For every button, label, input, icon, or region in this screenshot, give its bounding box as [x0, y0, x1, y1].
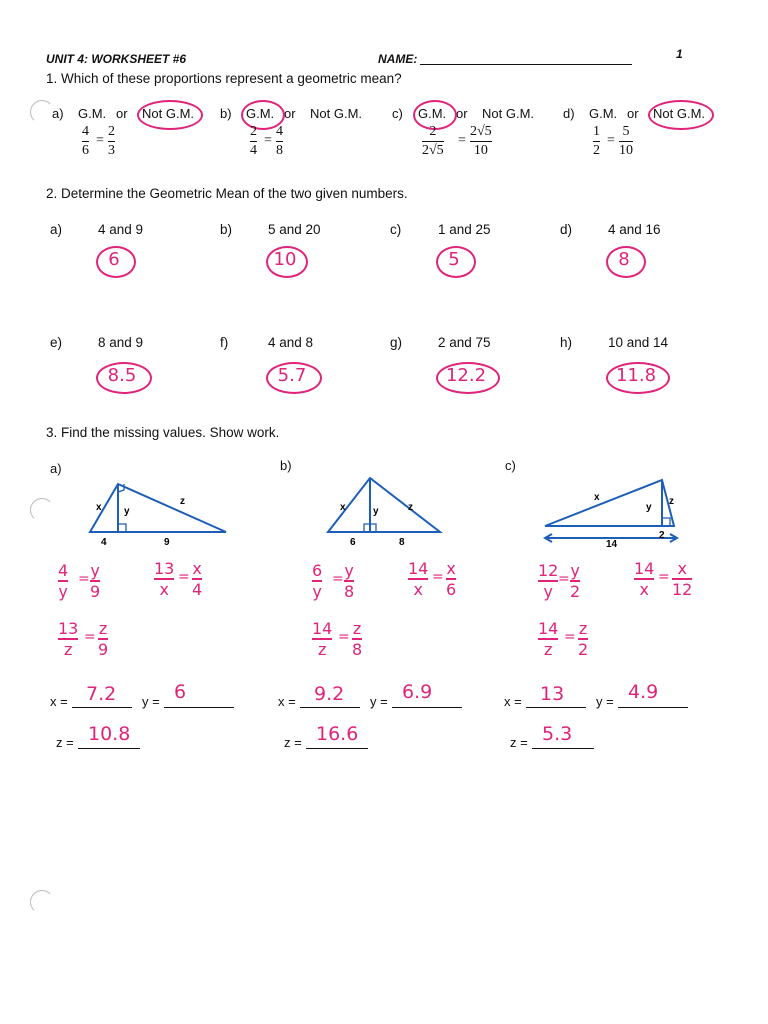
- fraction-bar: [250, 141, 257, 142]
- x-answer-field[interactable]: [300, 707, 360, 708]
- x-label: x =: [504, 694, 522, 709]
- q1-not-gm-option[interactable]: Not G.M.: [310, 106, 363, 121]
- q2-answer: 8: [618, 249, 630, 270]
- q1-numerator: 4: [276, 124, 283, 139]
- triangle-a: [90, 484, 226, 532]
- q1-denominator: 10: [473, 143, 488, 158]
- work-equals: =: [432, 569, 444, 585]
- q2-number-pair: 2 and 75: [438, 335, 491, 350]
- q1-not-gm-option[interactable]: Not G.M.: [653, 106, 706, 121]
- work-denominator: z: [317, 640, 327, 659]
- work-denominator: x: [159, 580, 169, 599]
- q2-letter: g): [390, 335, 403, 350]
- q1-fraction: [593, 124, 600, 159]
- work-denominator: 8: [344, 582, 355, 601]
- work-equals: =: [78, 571, 90, 587]
- q1-letter: c): [392, 106, 403, 121]
- q1-denominator: 2: [593, 143, 600, 158]
- q2-number-pair: 1 and 25: [438, 222, 491, 237]
- work-frac: [538, 620, 558, 658]
- q2-prompt: 2. Determine the Geometric Mean of the two given numbers.: [46, 186, 408, 201]
- work-frac: [154, 560, 174, 598]
- q1-fraction: [422, 124, 444, 159]
- q2-letter: b): [220, 222, 233, 237]
- work-denominator: 8: [352, 640, 363, 659]
- work-frac: [672, 560, 692, 598]
- unit-title: UNIT 4: WORKSHEET #6: [46, 52, 187, 66]
- work-denominator: 4: [192, 580, 203, 599]
- work-numerator: z: [578, 619, 588, 638]
- work-denominator: 9: [98, 640, 109, 659]
- q2-answer: 11.8: [615, 365, 657, 386]
- x-answer: 9.2: [314, 683, 345, 705]
- work-numerator: 14: [408, 559, 429, 578]
- q1-fraction: [108, 124, 115, 159]
- x-answer-field[interactable]: [72, 707, 132, 708]
- work-frac: [446, 560, 456, 598]
- q1-denominator: 6: [82, 143, 89, 158]
- work-denominator: 9: [90, 582, 101, 601]
- work-frac: [352, 620, 362, 658]
- work-frac: [538, 562, 558, 600]
- tri-a-seg1: 4: [101, 537, 107, 548]
- work-numerator: 13: [58, 619, 79, 638]
- work-frac: [344, 562, 354, 600]
- q1-fraction: [470, 124, 492, 159]
- work-equals: =: [658, 569, 670, 585]
- q1-or: or: [627, 106, 639, 121]
- q2-letter: d): [560, 222, 573, 237]
- work-numerator: 14: [634, 559, 655, 578]
- q2-letter: e): [50, 335, 63, 350]
- q1-numerator: 2√5: [470, 124, 492, 139]
- work-denominator: y: [58, 582, 68, 601]
- equals-sign: =: [458, 133, 466, 148]
- work-numerator: z: [352, 619, 362, 638]
- q1-circle-mark: [137, 100, 203, 130]
- fraction-bar: [82, 141, 89, 142]
- q1-gm-option[interactable]: G.M.: [418, 106, 447, 121]
- fraction-bar: [619, 141, 633, 142]
- tri-c-z: z: [669, 496, 674, 507]
- x-answer: 13: [540, 683, 565, 705]
- y-answer: 4.9: [628, 681, 659, 703]
- z-label: z =: [56, 735, 74, 750]
- work-numerator: x: [677, 559, 687, 578]
- q2-answer: 12.2: [445, 365, 487, 386]
- y-answer-field[interactable]: [164, 707, 234, 708]
- tri-b-seg2: 8: [399, 537, 405, 548]
- q1-prompt: 1. Which of these proportions represent a geometric mean?: [46, 71, 402, 86]
- q2-number-pair: 4 and 8: [268, 335, 314, 350]
- q1-gm-option[interactable]: G.M.: [246, 106, 275, 121]
- q1-not-gm-option[interactable]: Not G.M.: [142, 106, 195, 121]
- q2-letter: a): [50, 222, 63, 237]
- equals-sign: =: [607, 133, 615, 148]
- q1-numerator: 2: [250, 124, 257, 139]
- q1-numerator: 2: [429, 124, 437, 139]
- tri-c-y: y: [646, 502, 652, 513]
- work-equals: =: [564, 629, 576, 645]
- work-equals: =: [178, 569, 190, 585]
- binder-hole-bottom: [30, 890, 54, 914]
- work-denominator: x: [639, 580, 649, 599]
- work-frac: [58, 620, 78, 658]
- y-label: y =: [596, 694, 614, 709]
- x-answer: 7.2: [86, 683, 117, 705]
- x-label: x =: [278, 694, 296, 709]
- z-answer-field[interactable]: [78, 748, 140, 749]
- q2-number-pair: 4 and 16: [608, 222, 661, 237]
- q1-letter: a): [52, 106, 64, 121]
- z-answer: 10.8: [88, 723, 131, 745]
- tri-b-seg1: 6: [350, 537, 356, 548]
- q2-answer: 5.7: [277, 365, 307, 386]
- work-equals: =: [338, 629, 350, 645]
- page-number: 1: [676, 47, 683, 61]
- work-frac: [90, 562, 100, 600]
- work-numerator: z: [98, 619, 108, 638]
- q2-number-pair: 10 and 14: [608, 335, 669, 350]
- work-denominator: 6: [446, 580, 457, 599]
- q1-numerator: 1: [593, 124, 600, 139]
- work-numerator: x: [446, 559, 456, 578]
- q1-denominator: 10: [619, 143, 633, 158]
- work-frac: [408, 560, 428, 598]
- work-frac: [312, 562, 322, 600]
- q1-or: or: [456, 106, 468, 121]
- q1-denominator: 3: [108, 143, 115, 158]
- work-numerator: y: [90, 561, 100, 580]
- fraction-bar: [470, 141, 492, 142]
- work-equals: =: [84, 629, 96, 645]
- work-denominator: z: [63, 640, 73, 659]
- work-equals: =: [558, 571, 570, 587]
- y-answer-field[interactable]: [618, 707, 688, 708]
- work-denominator: 2: [578, 640, 589, 659]
- q1-numerator: 2: [108, 124, 115, 139]
- work-numerator: x: [192, 559, 202, 578]
- work-denominator: x: [413, 580, 423, 599]
- work-frac: [58, 562, 68, 600]
- work-denominator: y: [543, 582, 553, 601]
- q1-denominator: 8: [276, 143, 283, 158]
- work-numerator: y: [344, 561, 354, 580]
- work-numerator: 6: [312, 561, 323, 580]
- q1-letter: d): [563, 106, 575, 121]
- q2-number-pair: 4 and 9: [98, 222, 144, 237]
- fraction-bar: [422, 141, 444, 142]
- q2-answer: 6: [108, 249, 120, 270]
- fraction-bar: [276, 141, 283, 142]
- fraction-bar: [593, 141, 600, 142]
- tri-c-seg1: 14: [606, 539, 618, 550]
- q2-answer: 8.5: [107, 365, 137, 386]
- work-numerator: y: [570, 561, 580, 580]
- y-answer-field[interactable]: [392, 707, 462, 708]
- q1-denominator: 4: [250, 143, 257, 158]
- x-answer-field[interactable]: [526, 707, 586, 708]
- z-answer: 5.3: [542, 723, 573, 745]
- q1-or: or: [116, 106, 128, 121]
- tri-b-z: z: [408, 502, 413, 513]
- tri-c-seg2: 2: [659, 530, 665, 541]
- work-numerator: 12: [538, 561, 559, 580]
- q2-number-pair: 8 and 9: [98, 335, 144, 350]
- work-numerator: 13: [154, 559, 175, 578]
- q1-fraction: [250, 124, 257, 159]
- q1-fraction: [82, 124, 89, 159]
- equals-sign: =: [96, 133, 104, 148]
- work-numerator: 14: [312, 619, 333, 638]
- q1-or: or: [284, 106, 296, 121]
- tri-a-z: z: [180, 496, 185, 507]
- work-numerator: 14: [538, 619, 559, 638]
- q1-circle-mark: [648, 100, 714, 130]
- tri-a-y: y: [124, 506, 130, 517]
- tri-b-x: x: [340, 502, 346, 513]
- q1-numerator: 4: [82, 124, 89, 139]
- z-label: z =: [510, 735, 528, 750]
- name-label: NAME:: [378, 52, 418, 66]
- q1-fraction: [619, 124, 633, 159]
- work-equals: =: [332, 571, 344, 587]
- work-frac: [98, 620, 108, 658]
- q1-gm-option[interactable]: G.M.: [589, 106, 618, 121]
- tri-a-seg2: 9: [164, 537, 170, 548]
- y-label: y =: [370, 694, 388, 709]
- work-denominator: 12: [672, 580, 693, 599]
- x-label: x =: [50, 694, 68, 709]
- work-denominator: y: [312, 582, 322, 601]
- q3-letter-c: c): [505, 458, 516, 473]
- work-denominator: z: [543, 640, 553, 659]
- tri-c-x: x: [594, 492, 600, 503]
- tri-b-y: y: [373, 506, 379, 517]
- work-frac: [192, 560, 202, 598]
- equals-sign: =: [264, 133, 272, 148]
- q2-answer: 5: [448, 249, 460, 270]
- triangle-c: [545, 480, 677, 542]
- q1-numerator: 5: [622, 124, 630, 139]
- q3-letter-a: a): [50, 461, 62, 476]
- q1-not-gm-option[interactable]: Not G.M.: [482, 106, 535, 121]
- z-answer-field[interactable]: [306, 748, 368, 749]
- q2-letter: h): [560, 335, 573, 350]
- z-label: z =: [284, 735, 302, 750]
- q3-prompt: 3. Find the missing values. Show work.: [46, 425, 280, 440]
- q1-letter: b): [220, 106, 232, 121]
- work-frac: [634, 560, 654, 598]
- binder-hole-top: [30, 100, 54, 124]
- y-answer: 6: [174, 681, 187, 703]
- z-answer-field[interactable]: [532, 748, 594, 749]
- q2-letter: c): [390, 222, 402, 237]
- q2-answer: 10: [273, 249, 297, 270]
- y-answer: 6.9: [402, 681, 433, 703]
- q2-number-pair: 5 and 20: [268, 222, 321, 237]
- work-frac: [570, 562, 580, 600]
- q1-denominator: 2√5: [422, 143, 444, 158]
- fraction-bar: [108, 141, 115, 142]
- name-field[interactable]: [420, 64, 632, 65]
- z-answer: 16.6: [316, 723, 359, 745]
- work-frac: [578, 620, 588, 658]
- work-frac: [312, 620, 332, 658]
- tri-a-x: x: [96, 502, 102, 513]
- y-label: y =: [142, 694, 160, 709]
- work-numerator: 4: [58, 561, 69, 580]
- q3-letter-b: b): [280, 458, 292, 473]
- q2-letter: f): [220, 335, 229, 350]
- work-denominator: 2: [570, 582, 581, 601]
- q1-gm-option[interactable]: G.M.: [78, 106, 107, 121]
- q1-fraction: [276, 124, 283, 159]
